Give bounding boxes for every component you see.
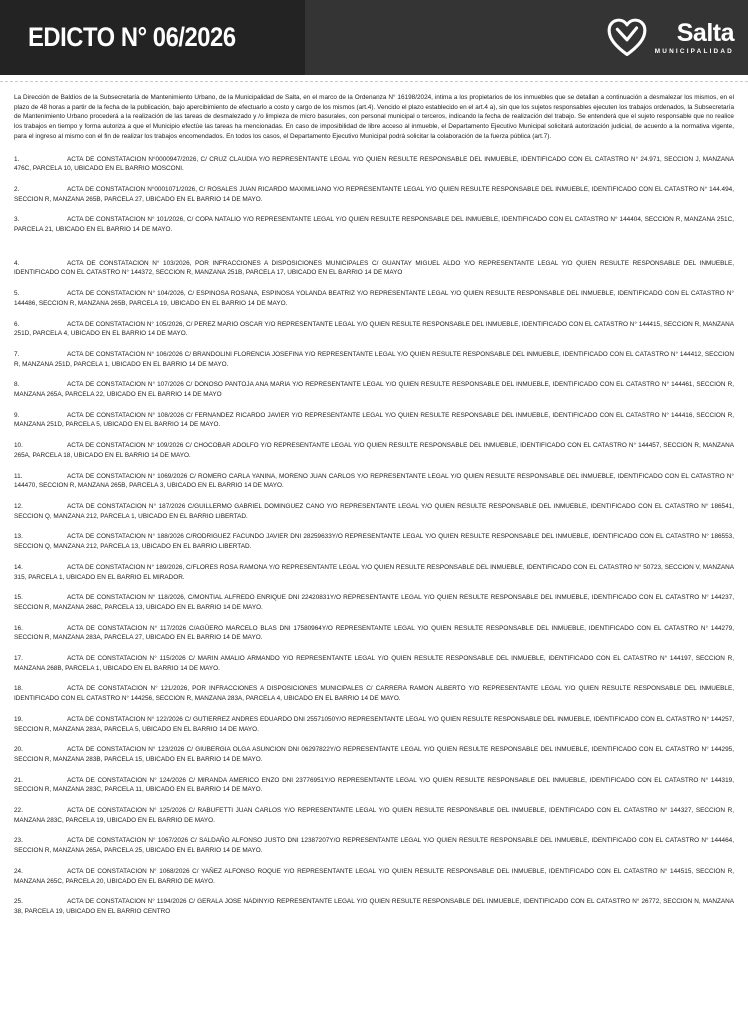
edict-item <box>14 836 734 855</box>
edict-item <box>14 867 734 886</box>
salta-municipalidad-logo <box>605 16 734 60</box>
edict-item <box>14 185 734 204</box>
item-text: ACTA DE CONSTATACION N° 123/2026 C/ GIUBERGIA OLGA ASUNCION DNI 06297822Y/O REPRESENTANTE LEGAL Y/O QUIEN RESULTE RESPONSABLE DEL INMUEBLE, IDENTIFICADO CON EL CATASTRO N° 144295, SECCION R, MANZANA 283B, PARCELA 15, UBICADO EN EL BARRIO 14 DE MAYO. <box>14 746 734 763</box>
item-text: ACTA DE CONSTATACION N° 122/2026 C/ GUTIERREZ ANDRES EDUARDO DNI 25571050Y/O REPRESENTANTE LEGAL Y/O QUIEN RESULTE RESPONSABLE DEL INMUEBLE, IDENTIFICADO CON EL CATASTRO N° 144257, SECCION R, MANZANA 283A, PARCELA 5, UBICADO EN EL BARRIO 14 DE MAYO. <box>14 715 734 733</box>
item-text: ACTA DE CONSTATACION N° 109/2026 C/ CHOCOBAR ADOLFO Y/O REPRESENTANTE LEGAL Y/O QUIEN RESULTE RESPONSABLE DEL INMUEBLE, IDENTIFICADO CON EL CATASTRO N° 144457, SECCION R, MANZANA 265A, PARCELA 18, UBICADO EN EL BARRIO 14 DE MAYO. <box>14 442 734 459</box>
edict-item <box>14 215 734 234</box>
edict-item <box>14 532 734 551</box>
item-text: ACTA DE CONSTATACION N° 125/2026 C/ RABUFETTI JUAN CARLOS Y/O REPRESENTANTE LEGAL Y/O QUIEN RESULTE RESPONSABLE DEL INMUEBLE, IDENTIFICADO CON EL CATASTRO N° 144327, SECCION R, MANZANA 283C, PARCELA 19, UBICADO EN EL BARRIO DE MAYO. <box>14 807 734 824</box>
edict-item <box>14 806 734 825</box>
item-number: 2. <box>14 185 20 193</box>
item-text: ACTA DE CONSTATACION N° 1068/2026 C/ YAÑEZ ALFONSO ROQUE Y/O REPRESENTANTE LEGAL Y/O QUIEN RESULTE RESPONSABLE DEL INMUEBLE, IDENTIFICADO CON EL CATASTRO N° 144515, SECCION R, MANZANA 265C, PARCELA 20, UBICADO EN EL BARRIO DE MAYO. <box>14 867 734 885</box>
item-number: 25. <box>14 898 23 906</box>
title-box <box>0 0 305 75</box>
item-number: 17. <box>14 655 23 663</box>
item-text: ACTA DE CONSTATACION N° 106/2026 C/ BRANDOLINI FLORENCIA JOSEFINA Y/O REPRESENTANTE LEGAL Y/O QUIEN RESULTE RESPONSABLE DEL INMUEBLE, IDENTIFICADO CON EL CATASTRO N° 144412, SECCION R, MANZANA 251D, PARCELA 1, UBICADO EN EL BARRIO 14 DE MAYO. <box>14 350 734 368</box>
intro-paragraph: La Dirección de Baldíos de la Subsecretaría de Mantenimiento Urbano, de la Municipalidad de Salta, en el marco de la Ordenanza N° 16198/2024, intima a los propietarios de los inmuebles que se detallan a continuación a desmalezar los mismos, en el plazo de 48 horas a partir de la fecha de la publicación, bajo apercibimiento de efectuarlo a costo y cargo de los mismos (art.4). Vencido el plazo establecido en el art.4 a), sin que los sujetos responsables ejecuten los trabajos ordenados, la Subsecretaría de Mantenimiento Urbano procederá a la realización de las tareas de desmalezado y /o limpieza de micro basurales, con personal municipal o terceros, indicando la fecha de realización del trabajo. Se entenderá que el sujeto responsable que no realice los trabajos en tiempo y forma autoriza a que el Municipio efectúe las tareas ha mencionadas. En caso de imposibilidad de libre acceso al inmueble, el Departamento Ejecutivo Municipal solicitará autorización judicial, de acuerdo a la normativa vigente, para el ingreso al mismo con el fin de realizar los trabajos encomendados. En todos los casos, el Departamento Ejecutivo Municipal podrá solicitar la colaboración de la fuerza pública (art.7). <box>14 94 734 140</box>
item-text: ACTA DE CONSTATACION N° 101/2026, C/ COPA NATALIO Y/O REPRESENTANTE LEGAL Y/O QUIEN RESULTE RESPONSABLE DEL INMUEBLE, IDENTIFICADO CON EL CATASTRO N° 144404, SECCION R, MANZANA 251C, PARCELA 21, UBICADO EN EL BARRIO 14 DE MAYO. <box>14 216 734 234</box>
item-number: 18. <box>14 685 23 693</box>
item-number: 10. <box>14 442 23 450</box>
item-number: 20. <box>14 746 23 754</box>
item-number: 16. <box>14 624 23 632</box>
item-text: ACTA DE CONSTATACION N° 1069/2026 C/ ROMERO CARLA YANINA, MORENO JUAN CARLOS Y/O REPRESENTANTE LEGAL Y/O QUIEN RESULTE RESPONSABLE DEL INMUEBLE, IDENTIFICADO CON EL CATASTRO N° 144470, SECCION R, MANZANA 265B, PARCELA 3, UBICADO EN EL BARRIO 14 DE MAYO. <box>14 472 734 490</box>
edict-item <box>14 684 734 703</box>
edict-item <box>14 380 734 399</box>
edict-item <box>14 624 734 643</box>
item-number: 12. <box>14 502 23 510</box>
edict-item <box>14 502 734 521</box>
item-text: ACTA DE CONSTATACION N° 189/2026, C/FLORES ROSA RAMONA Y/O REPRESENTANTE LEGAL Y/O QUIEN RESULTE RESPONSABLE DEL INMUEBLE, IDENTIFICADO CON EL CATASTRO N° 50723, SECCION V, MANZANA 315, PARCELA 1, UBICADO EN EL BARRIO EL MIRADOR. <box>14 563 734 581</box>
item-text: ACTA DE CONSTATACION N° 115/2026 C/ MARIN AMALIO ARMANDO Y/O REPRESENTANTE LEGAL Y/O QUIEN RESULTE RESPONSABLE DEL INMUEBLE, IDENTIFICADO CON EL CATASTRO N° 144197, SECCION R, MANZANA 268B, PARCELA 1, UBICADO EN EL BARRIO 14 DE MAYO. <box>14 655 734 672</box>
item-text: ACTA DE CONSTATACION N° 107/2026 C/ DONOSO PANTOJA ANA MARIA Y/O REPRESENTANTE LEGAL Y/O QUIEN RESULTE RESPONSABLE DEL INMUEBLE, IDENTIFICADO CON EL CATASTRO N° 144461, SECCION R, MANZANA 265A, PARCELA 22, UBICADO EN EL BARRIO 14 DE MAYO <box>14 381 734 399</box>
logo-text <box>654 18 734 55</box>
edict-item <box>14 563 734 582</box>
item-number: 19. <box>14 715 23 723</box>
item-text: ACTA DE CONSTATACION N°0000947/2026, C/ CRUZ CLAUDIA Y/O REPRESENTANTE LEGAL Y/O QUIEN RESULTE RESPONSABLE DEL INMUEBLE, IDENTIFICADO CON EL CATASTRO N° 24.971, SECCION J, MANZANA 476C, PARCELA 10, UBICADO EN EL BARRIO MOSCONI. <box>14 155 734 173</box>
item-text: ACTA DE CONSTATACION N° 188/2026 C/RODRIGUEZ FACUNDO JAVIER DNI 28259633Y/O REPRESENTANTE LEGAL Y/O QUIEN RESULTE RESPONSABLE DEL INMUEBLE, IDENTIFICADO CON EL CATASTRO N° 186553, SECCION Q, MANZANA 212, PARCELA 13, UBICADO EN EL BARRIO LIBERTAD. <box>14 533 734 551</box>
edict-item <box>14 289 734 308</box>
document-body <box>0 82 748 942</box>
item-number: 1. <box>14 155 20 163</box>
item-number: 11. <box>14 472 23 480</box>
item-text: ACTA DE CONSTATACION N° 121/2026, POR INFRACCIONES A DISPOSICIONES MUNICIPALES C/ CARRERA RAMON ALBERTO Y/O REPRESENTANTE LEGAL Y/O QUIEN RESULTE RESPONSABLE DEL INMUEBLE, IDENTIFICADO CON EL CATASTRO N° 144256, SECCION R, MANZANA 283A, PARCELA 4, UBICADO EN EL BARRIO 14 DE MAYO. <box>14 685 734 703</box>
item-text: ACTA DE CONSTATACION N° 124/2026 C/ MIRANDA AMERICO ENZO DNI 23776951Y/O REPRESENTANTE LEGAL Y/O QUIEN RESULTE RESPONSABLE DEL INMUEBLE, IDENTIFICADO CON EL CATASTRO N° 144319, SECCION R, MANZANA 283C, PARCELA 11, UBICADO EN EL BARRIO 14 DE MAYO. <box>14 776 734 794</box>
item-number: 13. <box>14 533 23 541</box>
item-text: ACTA DE CONSTATACION N° 118/2026, C/MONTIAL ALFREDO ENRIQUE DNI 22420831Y/O REPRESENTANTE LEGAL Y/O QUIEN RESULTE RESPONSABLE DEL INMUEBLE, IDENTIFICADO CON EL CATASTRO N° 144237, SECCION R, MANZANA 268C, PARCELA 13, UBICADO EN EL BARRIO 14 DE MAYO. <box>14 594 734 611</box>
item-number: 7. <box>14 350 20 358</box>
item-number: 5. <box>14 290 20 298</box>
edict-item <box>14 259 734 278</box>
item-number: 3. <box>14 216 20 224</box>
edict-item <box>14 745 734 764</box>
edict-item <box>14 441 734 460</box>
heart-check-icon <box>605 16 649 60</box>
logo-subtitle: MUNICIPALIDAD <box>654 47 734 55</box>
item-number: 14. <box>14 563 23 571</box>
edict-items-list <box>14 155 734 917</box>
item-number: 21. <box>14 776 23 784</box>
edict-item <box>14 320 734 339</box>
item-text: ACTA DE CONSTATACION N° 108/2026 C/ FERNANDEZ RICARDO JAVIER Y/O REPRESENTANTE LEGAL Y/O QUIEN RESULTE RESPONSABLE DEL INMUEBLE, IDENTIFICADO CON EL CATASTRO N° 144416, SECCION R, MANZANA 251D, PARCELA 5, UBICADO EN EL BARRIO 14 DE MAYO. <box>14 411 734 429</box>
item-number: 8. <box>14 381 20 389</box>
edict-item <box>14 472 734 491</box>
logo-name: Salta <box>676 18 734 47</box>
item-number: 9. <box>14 411 20 419</box>
item-text: ACTA DE CONSTATACION N° 103/2026, POR INFRACCIONES A DISPOSICIONES MUNICIPALES C/ GUANTAY MIGUEL ALDO Y/O REPRESENTANTE LEGAL Y/O QUIEN RESULTE RESPONSABLE DEL INMUEBLE, IDENTIFICADO CON EL CATASTRO N° 144372, SECCION R, MANZANA 251B, PARCELA 17, UBICADO EN EL BARRIO 14 DE MAYO <box>14 259 734 277</box>
edict-item <box>14 715 734 734</box>
edict-item <box>14 897 734 916</box>
item-number: 22. <box>14 807 23 815</box>
item-number: 23. <box>14 837 23 845</box>
edict-item <box>14 776 734 795</box>
item-text: ACTA DE CONSTATACION N° 1067/2026 C/ SALDAÑO ALFONSO JUSTO DNI 12387207Y/O REPRESENTANTE LEGAL Y/O QUIEN RESULTE RESPONSABLE DEL INMUEBLE, IDENTIFICADO CON EL CATASTRO N° 144464, SECCION R, MANZANA 265A, PARCELA 25, UBICADO EN EL BARRIO 14 DE MAYO. <box>14 837 734 855</box>
item-text: ACTA DE CONSTATACION N° 104/2026, C/ ESPINOSA ROSANA, ESPINOSA YOLANDA BEATRIZ Y/O REPRESENTANTE LEGAL Y/O QUIEN RESULTE RESPONSABLE DEL INMUEBLE, IDENTIFICADO CON EL CATASTRO N° 144486, SECCION R, MANZANA 265B, PARCELA 19, UBICADO EN EL BARRIO 14 DE MAYO. <box>14 290 734 307</box>
item-number: 4. <box>14 259 20 267</box>
edict-item <box>14 155 734 174</box>
item-text: ACTA DE CONSTATACION N°0001071/2026, C/ ROSALES JUAN RICARDO MAXIMILIANO Y/O REPRESENTANTE LEGAL Y/O QUIEN RESULTE RESPONSABLE DEL INMUEBLE, IDENTIFICADO CON EL CATASTRO N° 144.494, SECCION R, MANZANA 265B, PARCELA 27, UBICADO EN EL BARRIO 14 DE MAYO. <box>14 185 734 203</box>
header <box>0 0 748 75</box>
edict-item <box>14 350 734 369</box>
item-text: ACTA DE CONSTATACION N° 117/2026 C/AGÜERO MARCELO BLAS DNI 17580964Y/O REPRESENTANTE LEGAL Y/O QUIEN RESULTE RESPONSABLE DEL INMUEBLE, IDENTIFICADO CON EL CATASTRO N° 144279, SECCION R, MANZANA 283A, PARCELA 27, UBICADO EN EL BARRIO 14 DE MAYO. <box>14 624 734 642</box>
item-number: 6. <box>14 320 20 328</box>
edict-item <box>14 654 734 673</box>
page-title: EDICTO N° 06/2026 <box>28 22 236 52</box>
item-number: 15. <box>14 594 23 602</box>
item-number: 24. <box>14 867 23 875</box>
item-text: ACTA DE CONSTATACION N° 1194/2026 C/ GERALA JOSE NADINY/O REPRESENTANTE LEGAL Y/O QUIEN RESULTE RESPONSABLE DEL INMUEBLE, IDENTIFICADO CON EL CATASTRO N° 26772, SECCION N, MANZANA 38, PARCELA 19, UBICADO EN EL BARRIO CENTRO <box>14 898 734 915</box>
item-text: ACTA DE CONSTATACION N° 105/2026, C/ PEREZ MARIO OSCAR Y/O REPRESENTANTE LEGAL Y/O QUIEN RESULTE RESPONSABLE DEL INMUEBLE, IDENTIFICADO CON EL CATASTRO N° 144415, SECCION R, MANZANA 251D, PARCELA 4, UBICADO EN EL BARRIO 14 DE MAYO. <box>14 320 734 338</box>
edict-item <box>14 593 734 612</box>
edict-item <box>14 411 734 430</box>
item-text: ACTA DE CONSTATACION N° 187/2026 C/GUILLERMO GABRIEL DOMINGUEZ CANO Y/O REPRESENTANTE LEGAL Y/O QUIEN RESULTE RESPONSABLE DEL INMUEBLE, IDENTIFICADO CON EL CATASTRO N° 186541, SECCION Q, MANZANA 212, PARCELA 1, UBICADO EN EL BARRIO LIBERTAD. <box>14 502 734 520</box>
